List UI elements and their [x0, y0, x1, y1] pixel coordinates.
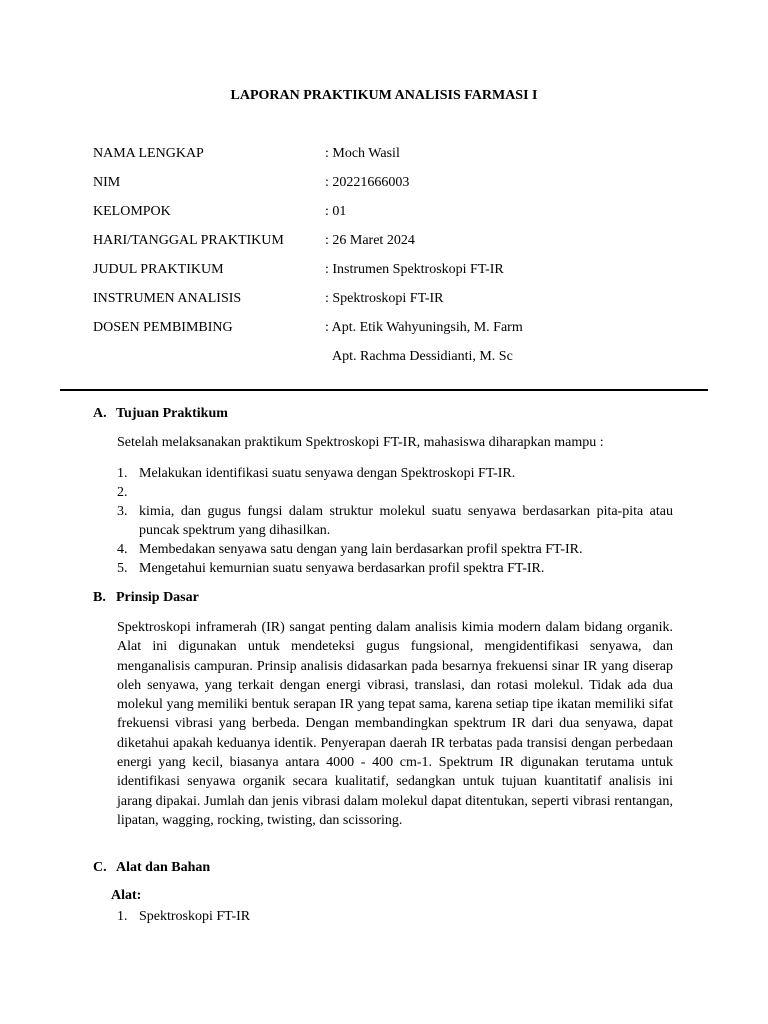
- list-number: 2.: [117, 485, 128, 500]
- info-label: KELOMPOK: [93, 204, 171, 219]
- info-label: INSTRUMEN ANALISIS: [93, 291, 242, 306]
- list-text: Mengetahui kemurnian suatu senyawa berdasarkan profil spektra FT-IR.: [139, 561, 545, 576]
- list-text: [139, 485, 143, 500]
- list-text: Spektroskopi FT-IR: [139, 909, 251, 924]
- document-title: LAPORAN PRAKTIKUM ANALISIS FARMASI I: [230, 88, 538, 103]
- section-title: Alat dan Bahan: [116, 860, 211, 875]
- list-item: [117, 559, 673, 578]
- list-item: [117, 540, 673, 559]
- info-label: HARI/TANGGAL PRAKTIKUM: [93, 233, 284, 248]
- objective-list: [117, 464, 673, 578]
- info-label: DOSEN PEMBIMBING: [93, 320, 233, 335]
- info-label: JUDUL PRAKTIKUM: [93, 262, 224, 277]
- horizontal-divider: [60, 389, 708, 391]
- info-value-second-lecturer: Apt. Rachma Dessidianti, M. Sc: [332, 349, 513, 364]
- list-item: [117, 907, 250, 926]
- tools-subheading: Alat:: [111, 888, 142, 903]
- section-heading-c: [93, 860, 210, 876]
- list-text: kimia, dan gugus fungsi dalam struktur molekul suatu senyawa berdasarkan pita-pita atau puncak spektrum yang dihasilkan.: [139, 504, 673, 538]
- list-text: Membedakan senyawa satu dengan yang lain berdasarkan profil spektra FT-IR.: [139, 542, 583, 557]
- section-letter: B.: [93, 590, 106, 605]
- list-number: 4.: [117, 542, 128, 557]
- info-value: : 20221666003: [325, 175, 410, 190]
- section-letter: C.: [93, 860, 107, 875]
- info-value: : 01: [325, 204, 347, 219]
- info-label: NIM: [93, 175, 121, 190]
- info-value: : Apt. Etik Wahyuningsih, M. Farm: [325, 320, 523, 335]
- info-value: : Moch Wasil: [325, 146, 400, 161]
- section-heading-a: [93, 406, 228, 422]
- section-letter: A.: [93, 406, 107, 421]
- list-item: [117, 502, 673, 540]
- tools-list: [117, 907, 250, 926]
- list-text: Melakukan identifikasi suatu senyawa dengan Spektroskopi FT-IR.: [139, 466, 516, 481]
- list-number: 3.: [117, 504, 128, 519]
- section-title: Prinsip Dasar: [116, 590, 199, 605]
- objective-intro: Setelah melaksanakan praktikum Spektroskopi FT-IR, mahasiswa diharapkan mampu :: [117, 435, 604, 450]
- list-item: [117, 483, 673, 502]
- list-number: 5.: [117, 561, 128, 576]
- info-value: : 26 Maret 2024: [325, 233, 415, 248]
- info-label: NAMA LENGKAP: [93, 146, 204, 161]
- list-item: [117, 464, 673, 483]
- section-heading-b: [93, 590, 199, 606]
- info-value: : Instrumen Spektroskopi FT-IR: [325, 262, 504, 277]
- list-number: 1.: [117, 909, 128, 924]
- principle-paragraph: Spektroskopi inframerah (IR) sangat penting dalam analisis kimia modern dalam bidang organik. Alat ini digunakan untuk mendeteksi gugus fungsional, mengidentifikasi senyawa, dan menganalisis campuran. Prinsip analisis didasarkan pada besarnya frekuensi sinar IR yang diserap oleh senyawa, yang terkait dengan energi vibrasi, translasi, dan rotasi molekul. Tidak ada dua molekul yang memiliki bentuk serapan IR yang tepat sama, karena setiap tipe ikatan memiliki sifat frekuensi vibrasi yang berbeda. Dengan membandingkan spektrum IR dari dua senyawa, dapat diketahui apakah keduanya identik. Penyerapan daerah IR terbatas pada transisi dengan perbedaan energi yang kecil, biasanya antara 4000 - 400 cm-1. Spektrum IR digunakan terutama untuk identifikasi senyawa organik secara kualitatif, sedangkan untuk tujuan kuantitatif analisis ini jarang dipakai. Jumlah dan jenis vibrasi dalam molekul dapat ditentukan, seperti vibrasi rentangan, lipatan, wagging, rocking, twisting, dan scissoring.: [117, 620, 673, 828]
- list-number: 1.: [117, 466, 128, 481]
- section-title: Tujuan Praktikum: [116, 406, 228, 421]
- info-value: : Spektroskopi FT-IR: [325, 291, 444, 306]
